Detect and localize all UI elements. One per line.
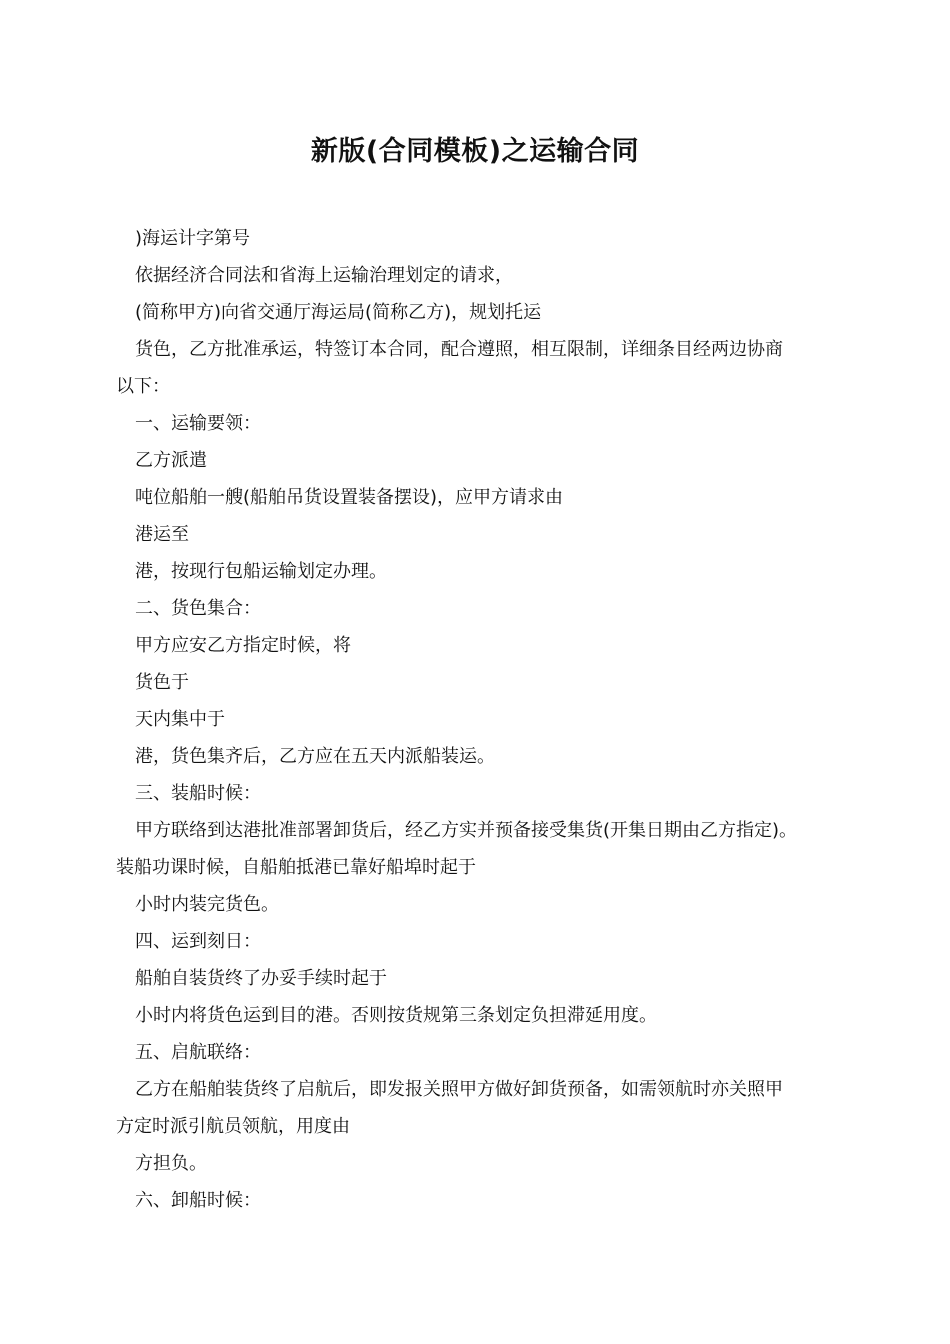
section-heading: 三、装船时候：	[135, 783, 261, 804]
paragraph-line: 甲方联络到达港批准部署卸货后，经乙方实并预备接受集货(开集日期由乙方指定)。	[135, 820, 798, 841]
section-heading: 二、货色集合：	[135, 598, 261, 619]
paragraph-line: 甲方应安乙方指定时候，将	[135, 635, 351, 656]
paragraph-line: 船舶自装货终了办妥手续时起于	[135, 968, 387, 989]
paragraph-line: 小时内装完货色。	[135, 894, 279, 915]
document-body	[116, 220, 846, 1219]
paragraph-line: (简称甲方)向省交通厅海运局(简称乙方)，规划托运	[135, 302, 542, 323]
paragraph-line: 港，货色集齐后，乙方应在五天内派船装运。	[135, 746, 495, 767]
paragraph-line: 乙方派遣	[135, 450, 207, 471]
paragraph-line: 小时内将货色运到目的港。否则按货规第三条划定负担滞延用度。	[135, 1005, 657, 1026]
paragraph-line: 乙方在船舶装货终了启航后，即发报关照甲方做好卸货预备，如需领航时亦关照甲	[135, 1079, 783, 1100]
section-heading: 六、卸船时候：	[135, 1190, 261, 1211]
paragraph-line: 天内集中于	[135, 709, 225, 730]
paragraph-line: 港运至	[135, 524, 189, 545]
paragraph-line: 货色于	[135, 672, 189, 693]
document-title: 新版(合同模板)之运输合同	[310, 136, 640, 167]
paragraph-line: 港，按现行包船运输划定办理。	[135, 561, 387, 582]
section-heading: 五、启航联络：	[135, 1042, 261, 1063]
section-heading: 四、运到刻日：	[135, 931, 261, 952]
section-heading: 一、运输要领：	[135, 413, 261, 434]
paragraph-line: 依据经济合同法和省海上运输治理划定的请求，	[135, 265, 513, 286]
paragraph-line: 以下：	[116, 376, 170, 397]
paragraph-line: 吨位船舶一艘(船舶吊货设置装备摆设)，应甲方请求由	[135, 487, 564, 508]
paragraph-line: 装船功课时候，自船舶抵港已靠好船埠时起于	[116, 857, 476, 878]
paragraph-line: 方担负。	[135, 1153, 207, 1174]
contract-number-line: )海运计字第号	[135, 228, 251, 249]
paragraph-line: 货色，乙方批准承运，特签订本合同，配合遵照，相互限制，详细条目经两边协商	[135, 339, 783, 360]
paragraph-line: 方定时派引航员领航，用度由	[116, 1116, 350, 1137]
